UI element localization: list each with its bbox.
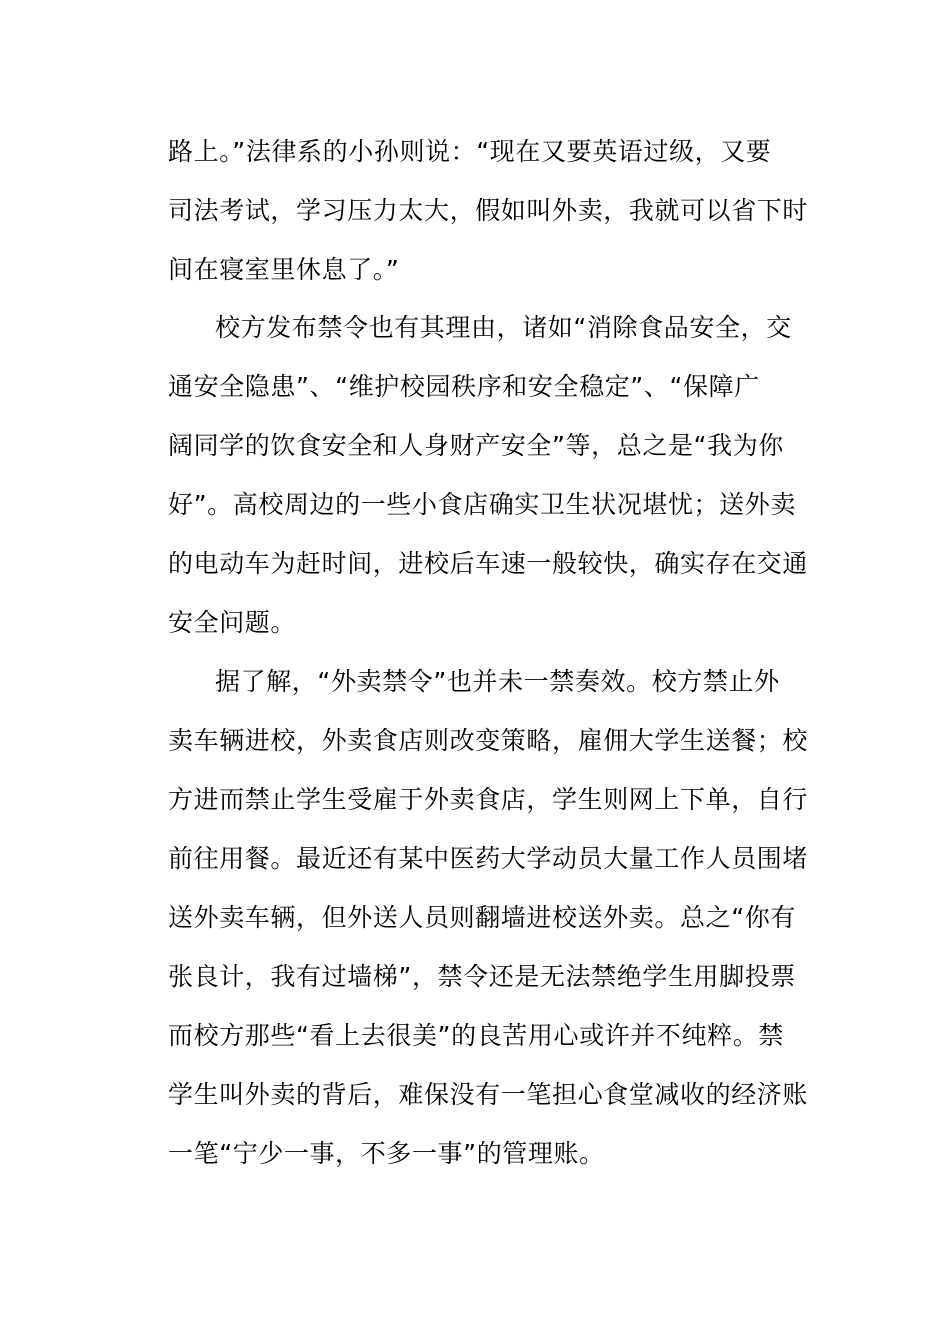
text-line: 学生叫外卖的背后，难保没有一笔担心食堂减收的经济账 bbox=[168, 1080, 809, 1109]
text-line: 前往用餐。最近还有某中医药大学动员大量工作人员围堵 bbox=[168, 844, 809, 873]
text-line: 阔同学的饮食安全和人身财产安全”等，总之是“我为你 bbox=[168, 431, 784, 460]
text-line: 方进而禁止学生受雇于外卖食店，学生则网上下单，自行 bbox=[168, 785, 809, 814]
text-line: 通安全隐患”、“维护校园秩序和安全稳定”、“保障广 bbox=[168, 372, 760, 401]
text-line: 路上。”法律系的小孙则说：“现在又要英语过级，又要 bbox=[168, 137, 772, 166]
text-line: 而校方那些“看上去很美”的良苦用心或许并不纯粹。禁 bbox=[168, 1021, 784, 1050]
text-line: 一笔“宁少一事，不多一事”的管理账。 bbox=[168, 1139, 605, 1168]
text-line: 好”。高校周边的一些小食店确实卫生状况堪忧；送外卖 bbox=[168, 490, 796, 519]
text-line: 送外卖车辆，但外送人员则翻墙进校送外卖。总之“你有 bbox=[168, 903, 796, 932]
text-line: 的电动车为赶时间，进校后车速一般较快，确实存在交通 bbox=[168, 549, 809, 578]
text-line: 司法考试，学习压力太大，假如叫外卖，我就可以省下时 bbox=[168, 196, 809, 225]
text-line: 安全问题。 bbox=[168, 608, 297, 637]
paragraph-first-line: 据了解，“外卖禁令”也并未一禁奏效。校方禁止外 bbox=[215, 667, 780, 696]
text-line: 间在寝室里休息了。” bbox=[168, 255, 400, 284]
text-line: 张良计，我有过墙梯”，禁令还是无法禁绝学生用脚投票 bbox=[168, 962, 796, 991]
paragraph-first-line: 校方发布禁令也有其理由，诸如“消除食品安全，交 bbox=[215, 313, 792, 342]
text-line: 卖车辆进校，外卖食店则改变策略，雇佣大学生送餐；校 bbox=[168, 726, 809, 755]
